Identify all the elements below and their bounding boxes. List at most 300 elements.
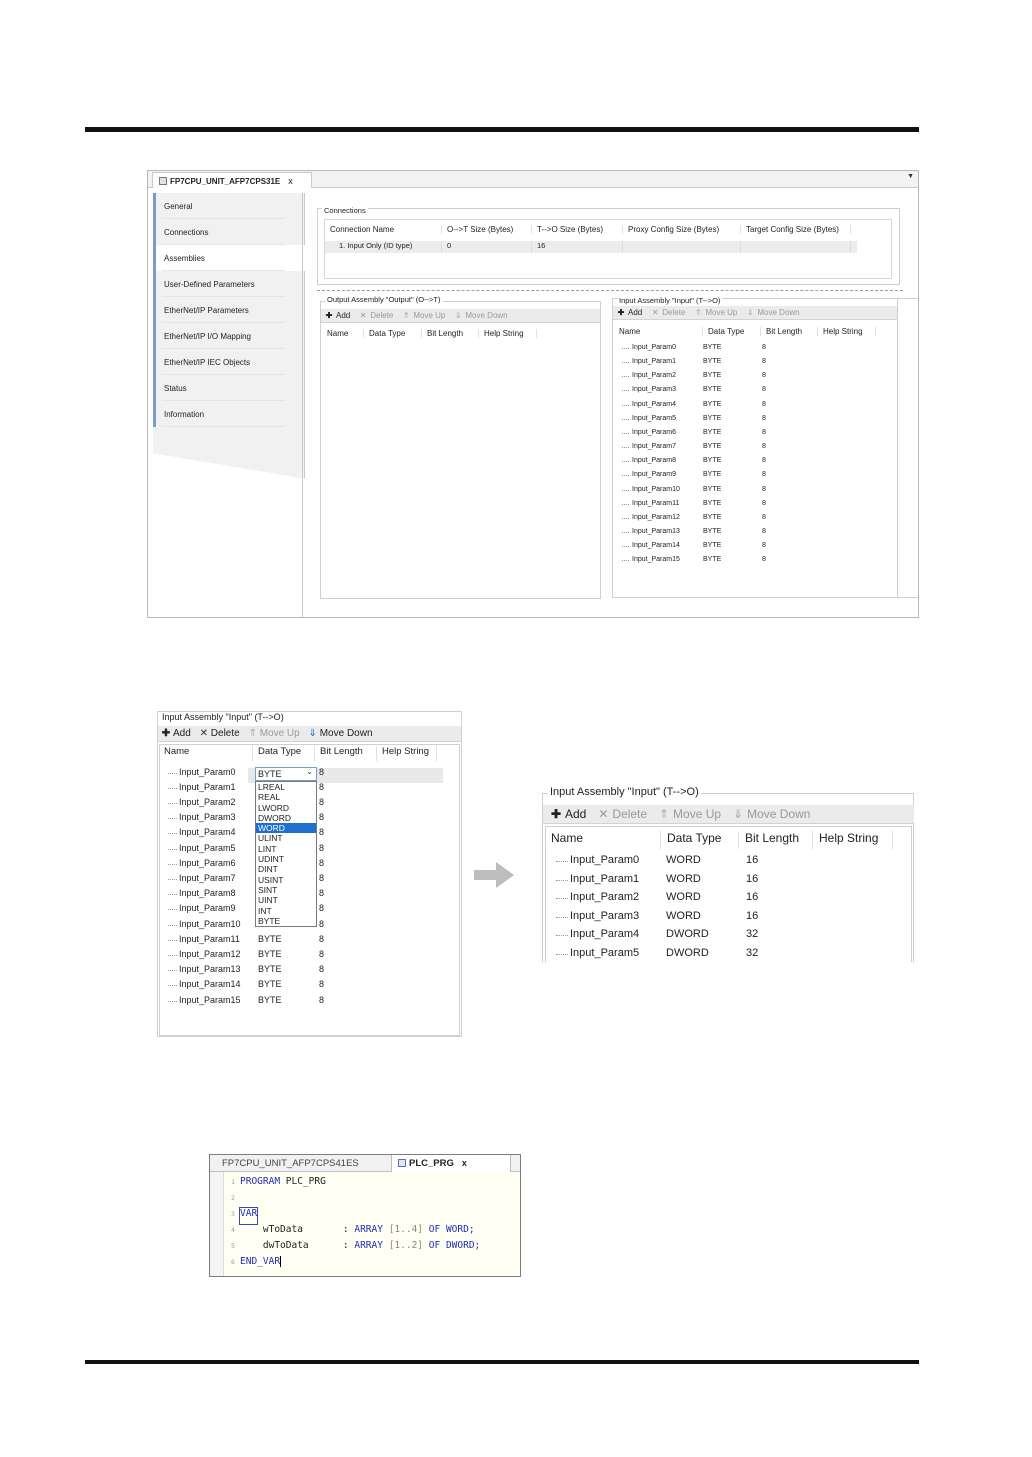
table-row[interactable] [554, 870, 816, 888]
cell-to: 16 [532, 241, 623, 253]
cell-name: Input_Param1 [620, 358, 703, 365]
table-row[interactable] [620, 358, 802, 365]
cell-type: DWORD [666, 928, 709, 941]
cell-bits: 8 [762, 556, 766, 564]
close-icon[interactable]: x [461, 1158, 467, 1168]
cell-bits: 8 [762, 372, 766, 380]
line-number: 5 [231, 1242, 235, 1250]
cell-name: Input_Param3 [620, 386, 703, 393]
add-icon: ✚ [161, 728, 171, 739]
dropdown-option-real[interactable]: REAL [258, 792, 281, 803]
cell-name: Input_Param11 [620, 500, 703, 507]
select-value: BYTE [258, 769, 282, 779]
tab-plc-prg[interactable] [391, 1155, 511, 1172]
input-grid-header [614, 327, 876, 336]
cell-bits: 8 [762, 428, 766, 436]
connections-group [317, 208, 900, 285]
move-up-label: Move Up [705, 308, 738, 317]
keyword-program: PROGRAM [240, 1176, 281, 1187]
cell-type: BYTE [258, 948, 282, 959]
cell-name: Input_Param1 [554, 873, 666, 885]
cell-name: Input_Param14 [620, 542, 703, 549]
cell-bits: 8 [762, 344, 766, 351]
cell-name: Input_Param0 [166, 767, 256, 777]
output-assembly-group [320, 295, 601, 599]
move-down-button[interactable] [745, 308, 799, 317]
cell-bits: 16 [746, 891, 759, 904]
delete-button[interactable] [199, 728, 240, 739]
dropdown-option-udint[interactable]: UDINT [258, 854, 284, 865]
cell-bits: 8 [319, 888, 325, 899]
cell-type: BYTE [703, 471, 722, 479]
output-toolbar [321, 309, 600, 323]
column-header: Bit Length [739, 831, 813, 849]
code-line-3 [231, 1208, 258, 1224]
table-row[interactable] [620, 372, 802, 379]
cell-bits: 16 [746, 909, 759, 922]
cell-proxy [623, 241, 741, 253]
output-assembly-title: Output Assembly "Output" (O-->T) [327, 295, 441, 304]
cell-type: BYTE [703, 358, 722, 366]
nav-item-label: EtherNet/IP Parameters [164, 306, 249, 315]
table-row[interactable] [620, 415, 802, 422]
column-header: Help String [818, 327, 876, 336]
cell-name: Input_Param9 [620, 471, 703, 478]
add-button[interactable] [549, 807, 586, 821]
text-cursor [280, 1256, 281, 1267]
code-line-5 [231, 1240, 481, 1256]
cell-type: BYTE [703, 556, 722, 564]
table-row[interactable] [620, 457, 802, 464]
array-range: [1..4] [388, 1224, 424, 1235]
data-type-dropdown [255, 781, 317, 927]
delete-icon: ✕ [651, 308, 659, 317]
cell-bits: 8 [762, 443, 766, 451]
dropdown-option-byte[interactable]: BYTE [258, 915, 281, 926]
cell-type: WORD [666, 872, 701, 885]
output-grid-header [322, 329, 537, 338]
input-toolbar [543, 805, 914, 824]
move-down-label: Move Down [757, 308, 800, 317]
cell-name: Input_Param10 [166, 919, 256, 929]
cell-bits: 8 [762, 513, 766, 521]
device-editor-window [147, 170, 919, 618]
editor-tabbar [210, 1155, 520, 1172]
nav-item-label: User-Defined Parameters [164, 280, 255, 289]
move-up-label: Move Up [673, 807, 722, 821]
delete-icon: ✕ [598, 807, 609, 821]
variable-dwToData: dwToData [262, 1240, 309, 1251]
delete-icon: ✕ [199, 728, 208, 739]
table-row[interactable] [620, 443, 802, 450]
keyword-of: OF [428, 1240, 441, 1251]
add-label: Add [336, 311, 351, 320]
line-number: 3 [231, 1210, 235, 1218]
cell-bits: 8 [762, 414, 766, 422]
line-number: 4 [231, 1226, 235, 1234]
cell-bits: 8 [319, 948, 325, 959]
cell-name: Input_Param2 [554, 891, 666, 903]
type-word: WORD; [445, 1224, 475, 1235]
nav-item-label: General [164, 202, 193, 211]
column-header: Help String [377, 746, 437, 761]
device-editor-tab[interactable] [152, 172, 312, 188]
column-header: Name [159, 746, 253, 761]
delete-icon: ✕ [359, 311, 367, 320]
cell-type: BYTE [258, 964, 282, 975]
nav-item-ethernet-ip-parameters[interactable] [153, 297, 305, 323]
add-button[interactable] [324, 311, 350, 320]
column-header: Bit Length [761, 327, 818, 336]
add-button[interactable] [616, 308, 642, 317]
cell-name: Input_Param4 [554, 928, 666, 940]
nav-item-label: Connections [164, 228, 209, 237]
cell-bits: 8 [762, 457, 766, 465]
cell-name: Input_Param7 [620, 443, 703, 450]
nav-item-information[interactable] [153, 401, 305, 427]
table-row[interactable] [620, 486, 802, 493]
move-down-label: Move Down [747, 807, 811, 821]
table-row[interactable] [620, 500, 802, 507]
cell-bits: 8 [762, 527, 766, 535]
cell-name: Input_Param8 [166, 888, 256, 898]
add-label: Add [565, 807, 587, 821]
input-assembly-result-screenshot [542, 786, 914, 962]
move-up-button[interactable] [657, 807, 721, 821]
column-header: Help String [813, 831, 893, 849]
cell-type: DWORD [666, 947, 709, 959]
cell-type: BYTE [703, 527, 722, 535]
nav-item-general[interactable] [153, 193, 305, 219]
input-assembly-title: Input Assembly "Input" (T-->O) [162, 712, 284, 722]
nav-item-label: Assemblies [164, 254, 205, 263]
cell-type: BYTE [703, 372, 722, 380]
cell-type: BYTE [703, 499, 722, 507]
arrow-down-icon: ⇓ [747, 308, 754, 317]
input-toolbar [613, 306, 897, 320]
table-row[interactable] [166, 977, 379, 992]
line-number: 6 [231, 1258, 235, 1266]
cell-type: BYTE [258, 979, 282, 990]
dropdown-option-ulint[interactable]: ULINT [258, 833, 283, 844]
move-up-button[interactable] [693, 308, 737, 317]
device-icon [159, 177, 167, 185]
table-row[interactable] [620, 471, 802, 478]
table-row[interactable] [620, 514, 802, 521]
line-number: 1 [231, 1178, 235, 1186]
nav-item-ethernet-ip-i-o-mapping[interactable] [153, 323, 305, 349]
column-header: Data Type [661, 831, 739, 849]
cell-name: Input_Param12 [620, 514, 703, 521]
cell-target [741, 241, 851, 253]
column-header: Data Type [703, 327, 761, 336]
colon: : [342, 1240, 349, 1251]
cell-name: 1. Input Only (ID type) [325, 241, 442, 253]
column-header: Name [545, 831, 661, 849]
add-button[interactable] [161, 728, 191, 739]
input-toolbar [158, 726, 461, 742]
nav-item-ethernet-ip-iec-objects[interactable] [153, 349, 305, 375]
line-number: 2 [231, 1194, 235, 1202]
delete-label: Delete [370, 311, 394, 320]
connections-grid-header [325, 225, 851, 234]
cell-bits: 32 [746, 928, 759, 941]
input-assembly-group-1 [612, 298, 898, 598]
move-down-label: Move Down [465, 311, 508, 320]
keyword-end-var: END_VAR [240, 1256, 281, 1267]
move-up-label: Move Up [413, 311, 446, 320]
right-arrow-icon [474, 862, 514, 888]
cell-bits: 8 [319, 933, 325, 944]
column-header: Name [614, 327, 703, 336]
cell-bits: 8 [762, 358, 766, 366]
cell-name: Input_Param15 [166, 995, 256, 1005]
table-row[interactable] [620, 386, 802, 393]
delete-label: Delete [612, 807, 648, 821]
cell-name: Input_Param0 [620, 344, 703, 351]
input-assembly-dropdown-screenshot [157, 711, 462, 1037]
cell-name: Input_Param11 [166, 934, 256, 944]
code-line-1 [231, 1176, 326, 1192]
move-up-button[interactable] [401, 311, 445, 320]
dropdown-option-lint[interactable]: LINT [258, 843, 277, 854]
cell-name: Input_Param15 [620, 556, 703, 563]
cell-name: Input_Param3 [166, 812, 256, 822]
keyword-of: OF [428, 1224, 441, 1235]
cell-bits: 8 [762, 485, 766, 493]
cell-type: BYTE [703, 457, 722, 465]
tab-title: FP7CPU_UNIT_AFP7CPS31E [170, 177, 281, 186]
cell-bits: 8 [319, 842, 325, 853]
move-down-button[interactable] [731, 807, 810, 821]
add-label: Add [173, 728, 191, 739]
cell-name: Input_Param7 [166, 873, 256, 883]
dropdown-option-uint[interactable]: UINT [258, 895, 278, 906]
arrow-up-icon: ⇑ [659, 807, 670, 821]
code-editor[interactable] [224, 1172, 521, 1277]
nav-item-user-defined-parameters[interactable] [153, 271, 305, 297]
table-row[interactable] [620, 556, 802, 563]
tab-plc-prg-label: PLC_PRG [409, 1158, 454, 1169]
program-icon [398, 1159, 406, 1167]
dropdown-option-word[interactable]: WORD [256, 823, 316, 833]
cell-name: Input_Param6 [620, 429, 703, 436]
splitter[interactable] [317, 290, 903, 291]
table-row[interactable] [166, 931, 379, 946]
colon: : [342, 1224, 349, 1235]
dropdown-option-dword[interactable]: DWORD [258, 812, 292, 823]
cell-type: WORD [666, 854, 701, 866]
dropdown-option-sint[interactable]: SINT [258, 884, 278, 895]
cell-bits: 8 [319, 781, 325, 792]
grid-header [545, 831, 893, 849]
column-header: Data Type [364, 329, 422, 338]
code-line-4 [231, 1224, 475, 1240]
table-row[interactable] [166, 946, 379, 961]
tab-device[interactable]: FP7CPU_UNIT_AFP7CPS41ES [222, 1158, 359, 1169]
arrow-up-icon: ⇑ [248, 728, 257, 739]
array-range: [1..2] [388, 1240, 424, 1251]
column-header: Help String [479, 329, 537, 338]
cell-ot: 0 [442, 241, 532, 253]
cell-type: BYTE [703, 386, 722, 394]
arrow-down-icon: ⇓ [455, 311, 462, 320]
cell-type: BYTE [258, 994, 282, 1005]
dropdown-option-usint[interactable]: USINT [258, 874, 284, 885]
cell-type: BYTE [703, 344, 722, 351]
data-type-select[interactable] [255, 767, 317, 781]
cell-name: Input_Param5 [620, 415, 703, 422]
cell-bits: 8 [319, 979, 325, 990]
cell-name: Input_Param2 [620, 372, 703, 379]
delete-label: Delete [662, 308, 686, 317]
dropdown-option-dint[interactable]: DINT [258, 864, 278, 875]
tab-menu-arrow-icon[interactable]: ▼ [907, 173, 914, 180]
column-header: Target Config Size (Bytes) [741, 225, 851, 234]
cell-bits: 16 [746, 872, 759, 885]
nav-item-label: EtherNet/IP IEC Objects [164, 358, 251, 367]
keyword-array: ARRAY [354, 1240, 383, 1251]
cell-name: Input_Param4 [166, 827, 256, 837]
dropdown-option-lreal[interactable]: LREAL [258, 782, 285, 792]
cell-name: Input_Param6 [166, 858, 256, 868]
cell-bits: 8 [319, 872, 325, 883]
column-header: Data Type [253, 746, 315, 761]
column-header: Proxy Config Size (Bytes) [623, 225, 741, 234]
cell-name: Input_Param0 [554, 854, 666, 866]
cell-name: Input_Param4 [620, 401, 703, 408]
cell-bits: 8 [762, 386, 766, 394]
nav-item-label: Status [164, 384, 187, 393]
cell-name: Input_Param2 [166, 797, 256, 807]
table-row[interactable] [620, 542, 802, 549]
table-row[interactable] [554, 851, 816, 869]
nav-item-status[interactable] [153, 375, 305, 401]
keyword-array: ARRAY [354, 1224, 383, 1235]
column-header: Connection Name [325, 225, 442, 234]
cell-type: BYTE [703, 443, 722, 451]
cell-name: Input_Param5 [554, 947, 666, 959]
delete-button[interactable] [650, 308, 685, 317]
cell-bits: 8 [319, 766, 325, 777]
delete-label: Delete [210, 728, 240, 739]
cell-bits: 16 [746, 854, 759, 866]
table-row[interactable] [554, 925, 816, 943]
dropdown-option-lword[interactable]: LWORD [258, 802, 290, 813]
cell-type: BYTE [703, 485, 722, 493]
column-header: T-->O Size (Bytes) [532, 225, 623, 234]
variable-wToData: wToData [262, 1224, 303, 1235]
cell-bits: 32 [746, 947, 759, 959]
cell-name: Input_Param14 [166, 979, 256, 989]
cell-bits: 8 [762, 400, 766, 408]
column-header: O-->T Size (Bytes) [442, 225, 532, 234]
table-row[interactable] [620, 344, 802, 351]
table-row[interactable] [325, 241, 857, 253]
document-tabbar [148, 171, 918, 188]
cell-name: Input_Param8 [620, 457, 703, 464]
keyword-var: VAR [240, 1208, 257, 1224]
add-icon: ✚ [550, 807, 562, 821]
cell-bits: 8 [319, 964, 325, 975]
connections-title: Connections [324, 206, 366, 215]
cell-type: WORD [666, 891, 701, 904]
table-row[interactable] [554, 907, 816, 925]
move-up-button[interactable] [248, 728, 300, 739]
add-icon: ✚ [325, 311, 333, 320]
cell-name: Input_Param3 [554, 910, 666, 922]
bottom-rule [85, 1360, 919, 1364]
cell-bits: 8 [319, 827, 325, 838]
cell-type: BYTE [703, 542, 722, 550]
cell-bits: 8 [762, 542, 766, 550]
chevron-down-icon[interactable]: ⌄ [306, 767, 313, 776]
cell-bits: 8 [319, 903, 325, 914]
column-header: Bit Length [422, 329, 479, 338]
cell-bits: 8 [762, 471, 766, 479]
column-header: Bit Length [315, 746, 377, 761]
dropdown-option-int[interactable]: INT [258, 905, 272, 916]
close-icon[interactable]: x [288, 176, 293, 186]
cell-type: BYTE [703, 513, 722, 521]
move-up-label: Move Up [259, 728, 300, 739]
cell-name: Input_Param9 [166, 903, 256, 913]
cell-type: BYTE [258, 933, 282, 944]
table-row[interactable] [166, 962, 379, 977]
cell-type: WORD [666, 909, 701, 922]
arrow-down-icon: ⇓ [308, 728, 317, 739]
delete-button[interactable] [358, 311, 393, 320]
table-row[interactable] [620, 429, 802, 436]
input-assembly-title: Input Assembly "Input" (T-->O) [619, 296, 721, 305]
nav-item-assemblies[interactable] [153, 245, 305, 271]
cell-type: BYTE [703, 400, 722, 408]
add-icon: ✚ [617, 308, 625, 317]
table-row[interactable] [554, 944, 816, 962]
cell-bits: 8 [762, 499, 766, 507]
arrow-up-icon: ⇑ [403, 311, 410, 320]
code-editor-screenshot [209, 1154, 521, 1277]
line-gutter [210, 1172, 224, 1277]
table-row[interactable] [554, 888, 816, 906]
cell-name: Input_Param10 [620, 486, 703, 493]
code-line-6 [231, 1256, 281, 1272]
editor-nav [153, 193, 305, 455]
program-name: PLC_PRG [285, 1176, 326, 1187]
cell-name: Input_Param13 [166, 964, 256, 974]
table-row[interactable] [620, 528, 802, 535]
cell-bits: 8 [319, 812, 325, 823]
move-down-button[interactable] [308, 728, 373, 739]
cell-name: Input_Param5 [166, 843, 256, 853]
cell-type: BYTE [703, 428, 722, 436]
move-down-label: Move Down [319, 728, 373, 739]
cell-bits: 8 [319, 994, 325, 1005]
table-row[interactable] [620, 401, 802, 408]
nav-item-label: EtherNet/IP I/O Mapping [164, 332, 252, 341]
cell-name: Input_Param12 [166, 949, 256, 959]
column-header: Name [322, 329, 364, 338]
move-down-button[interactable] [453, 311, 507, 320]
cell-bits: 8 [319, 857, 325, 868]
arrow-up-icon: ⇑ [695, 308, 702, 317]
table-row[interactable] [166, 992, 379, 1007]
nav-item-connections[interactable] [153, 219, 305, 245]
nav-item-label: Information [164, 410, 205, 419]
cell-bits: 8 [319, 918, 325, 929]
delete-button[interactable] [596, 807, 647, 821]
type-dword: DWORD; [445, 1240, 481, 1251]
